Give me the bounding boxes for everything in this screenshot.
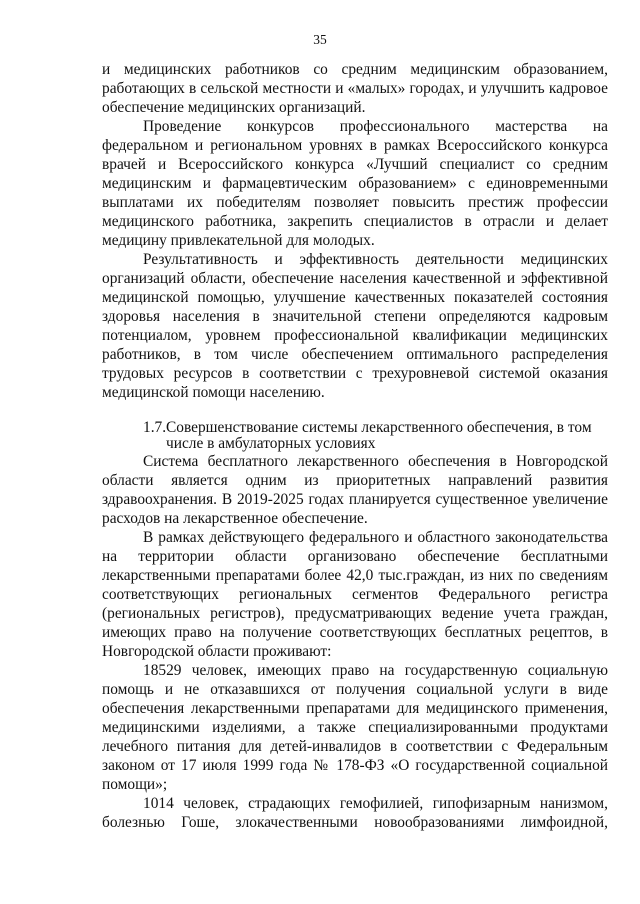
- section-heading: [102, 420, 608, 452]
- document-body: [102, 60, 608, 832]
- paragraph: В рамках действующего федерального и областного законодательства на территории области организовано обеспечение бесплатными лекарственными препаратами более 42,0 тыс.граждан, из них по сведениям соответствующих региональных сегментов Федерального регистра (региональных регистров), предусматривающих ведение учета граждан, имеющих право на получение соответствующих бесплатных рецептов, в Новгородской области проживают:: [102, 529, 608, 660]
- section-title: Совершенствование системы лекарственного обеспечения, в том числе в амбулаторных условиях: [166, 419, 592, 452]
- paragraph: Система бесплатного лекарственного обеспечения в Новгородской области является одним из приоритетных направлений развития здравоохранения. В 2019-2025 годах планируется существенное увеличение расходов на лекарственное обеспечение.: [102, 453, 608, 527]
- paragraph: Результативность и эффективность деятельности медицинских организаций области, обеспечение населения качественной и эффективной медицинской помощью, улучшение качественных показателей состояния здоровья населения в значительной степени определяются кадровым потенциалом, уровнем профессиональной квалификации медицинских работников, в том числе обеспечением оптимального распределения трудовых ресурсов в соответствии с трехуровневой системой оказания медицинской помощи населению.: [102, 251, 608, 401]
- paragraph: 18529 человек, имеющих право на государственную социальную помощь и не отказавшихся от получения социальной услуги в виде обеспечения лекарственными препаратами для медицинского применения, медицинскими изделиями, а также специализированными продуктами лечебного питания для детей-инвалидов в соответствии с Федеральным законом от 17 июля 1999 года № 178-ФЗ «О государственной социальной помощи»;: [102, 662, 608, 793]
- section-number: 1.7.: [143, 419, 167, 436]
- paragraph: Проведение конкурсов профессионального мастерства на федеральном и региональном уровнях в рамках Всероссийского конкурса врачей и Всероссийского конкурса «Лучший специалист со средним медицинским и фармацевтическим образованием» с единовременными выплатами их победителям позволяет повысить престиж профессии медицинского работника, закрепить специалистов в отрасли и делает медицину привлекательной для молодых.: [102, 118, 608, 249]
- paragraph: и медицинских работников со средним медицинским образованием, работающих в сельской местности и «малых» городах, и улучшить кадровое обеспечение медицинских организаций.: [102, 61, 608, 116]
- paragraph: 1014 человек, страдающих гемофилией, гипофизарным нанизмом, болезнью Гоше, злокачественными новообразованиями лимфоидной,: [102, 795, 608, 831]
- page-number: 35: [313, 32, 327, 47]
